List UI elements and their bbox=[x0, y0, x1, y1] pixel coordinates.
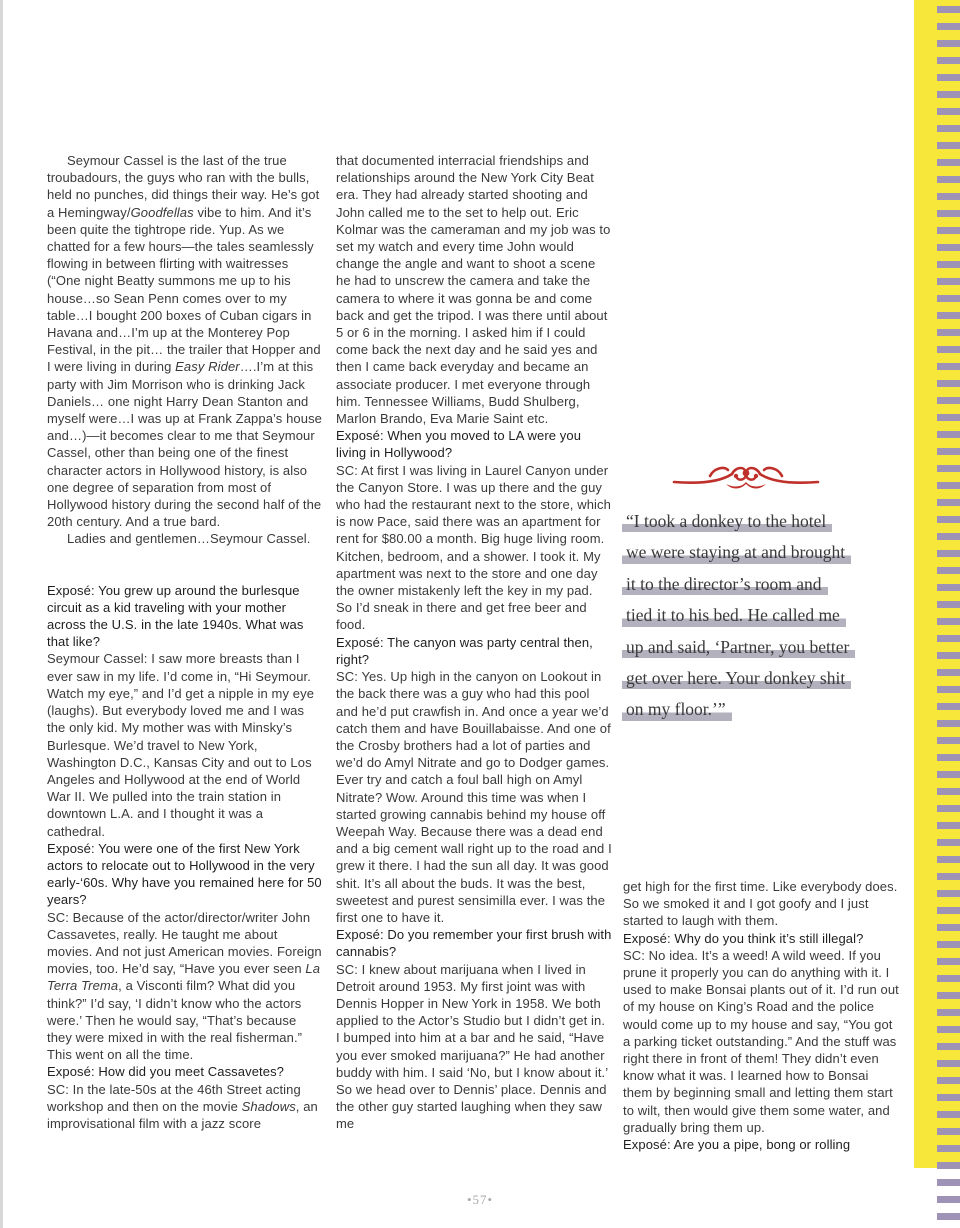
answer-1: Seymour Cassel: I saw more breasts than I ever saw in my life. I’d come in, “Hi Seymour. Watch my eye,” and I’d get a nipple in my eye (laughs). But everybody loved me and I was the only kid. My mother was with Minsky’s Burlesque. We’d travel to New York, Washington D.C., Kansas City and out to Los Angeles and Hollywood at the end of World War II. We pulled into the train station in downtown L.A. and I thought it was a cathedral. bbox=[47, 651, 315, 839]
question-6: Exposé: Do you remember your first brush with cannabis? bbox=[336, 927, 612, 960]
question-7: Exposé: Why do you think it’s still illegal? bbox=[623, 930, 864, 946]
section-gap bbox=[47, 548, 322, 582]
answer-2-text-a: SC: Because of the actor/director/writer John Cassavetes, really. He taught me about movies. And not just American movies. Foreign movies, too. He’d say, “Have you ever seen bbox=[47, 909, 322, 977]
article-column-3 bbox=[623, 878, 899, 1153]
article-column-1 bbox=[47, 152, 322, 1132]
intro-paragraph bbox=[47, 152, 322, 530]
pull-quote-line: get over here. Your donkey shit bbox=[622, 663, 851, 694]
pull-quote-line: up and said, ‘Partner, you better bbox=[622, 632, 855, 663]
answer-5: SC: Yes. Up high in the canyon on Lookout in the back there was a guy who had this pool and he’d put crawfish in. And once a year we’d catch them and have Bouillabaisse. And one of the Crosby brothers had a lot of parties and we’d do Amyl Nitrate and go to Dodger games. Ever try and catch a foul ball high on Amyl Nitrate? Wow. Around this time was when I started growing cannabis behind my house off Weepah Way. Because there was a dead end and a big cement wall right up to the road and I grew it there. I had the sun all day. It was good shit. It’s all about the buds. It was the best, sweetest and purest sensimilla ever. I was the first one to have it. bbox=[336, 669, 612, 925]
question-5: Exposé: The canyon was party central then, right? bbox=[336, 634, 593, 667]
scroll-ornament-icon bbox=[670, 460, 822, 494]
question-2: Exposé: You were one of the first New York actors to relocate out to Hollywood in the very early-‘60s. Why have you remained here for 50 years? bbox=[47, 840, 322, 908]
answer-3-text-a: SC: In the late-50s at the 46th Street acting workshop and then on the movie bbox=[47, 1081, 301, 1114]
question-1: Exposé: You grew up around the burlesque circuit as a kid traveling with your mother across the U.S. in the late 1940s. What was that like? bbox=[47, 582, 304, 650]
answer-3-start bbox=[47, 1081, 322, 1133]
intro-text-a: Seymour Cassel is the last of the true troubadours, the guys who ran with the bulls, held no punches, did things their way. He’s got a Hemingway/ bbox=[47, 153, 320, 220]
intro-signoff: Ladies and gentlemen…Seymour Cassel. bbox=[67, 531, 311, 547]
intro-title-easy-rider: Easy Rider bbox=[175, 359, 240, 375]
answer-6-continued: get high for the first time. Like everybody does. So we smoked it and I got goofy and I just started to laugh with them. bbox=[623, 879, 898, 929]
intro-text-c: ….I’m at this party with Jim Morrison who is drinking Jack Daniels… one night Harry Dean Stanton and myself were…I was up at Frank Zappa’s house and…)—it becomes clear to me that Seymour Cassel, other than being one of the finest character actors in Hollywood history, is also one degree of separation from most of Hollywood history during the second half of the 20th century. And a true bard. bbox=[47, 359, 323, 530]
pull-quote-line: tied it to his bed. He called me bbox=[622, 600, 846, 631]
answer-6: SC: I knew about marijuana when I lived in Detroit around 1953. My first joint was with Dennis Hopper in New York in 1958. We both applied to the Actor’s Studio but I didn’t get in. I bumped into him at a bar and he said, “Have you ever smoked marijuana?” He had another buddy with him. I said ‘No, but I know about it.’ So we head over to Dennis’ place. Dennis and the other guy started laughing when they saw me bbox=[336, 961, 608, 1132]
pull-quote-line: “I took a donkey to the hotel bbox=[622, 506, 832, 537]
answer-4: SC: At first I was living in Laurel Canyon under the Canyon Store. I was up there and the guy who had the restaurant next to the store, which is now Pace, said there was an apartment for rent for $80.00 a month. Big huge living room. Kitchen, bedroom, and a shower. I took it. My apartment was next to the store and one day the owner mistakenly left the key in my pad. So I’d sneak in there and get free beer and food. bbox=[336, 462, 611, 633]
page-number: •57• bbox=[466, 1192, 494, 1207]
pull-quote-line: on my floor.’” bbox=[622, 694, 732, 725]
intro-text-b: vibe to him. And it’s been quite the tightrope ride. Yup. As we chatted for a few hours—the tales seamlessly flowing in between flirting with waitresses (“One night Beatty summons me up to his house…so Sean Penn comes over to my table…I bought 200 boxes of Cuban cigars in Havana and…I’m up at the Monterey Pop Festival, in the pit… the trailer that Hopper and I were living in during bbox=[47, 204, 321, 375]
page-edge bbox=[0, 0, 3, 1228]
intro-title-goodfellas: Goodfellas bbox=[130, 204, 194, 220]
article-column-2 bbox=[336, 152, 612, 1133]
striped-edge-decoration bbox=[937, 6, 960, 1228]
answer-2 bbox=[47, 909, 322, 1064]
question-4: Exposé: When you moved to LA were you living in Hollywood? bbox=[336, 428, 582, 461]
answer-2-text-b: , a Visconti film? What did you think?” I’d say, ‘I didn’t know who the actors were.’ Then he would say, “That’s because they were mixed in with the real fisherman.” This went on all the time. bbox=[47, 978, 303, 1063]
answer-3-text-b: , an improvisational film with a jazz score bbox=[47, 1098, 318, 1131]
pull-quote-line: we were staying at and brought bbox=[622, 537, 851, 568]
answer-3-film-title: Shadows bbox=[241, 1098, 296, 1114]
pull-quote-line: it to the director’s room and bbox=[622, 569, 828, 600]
answer-3-continued: that documented interracial friendships and relationships around the New York City Beat era. They had already started shooting and John called me to the set to help out. Eric Kolmar was the cameraman and my job was to set my watch and every time John would change the angle and want to shoot a scene he had to unscrew the camera and take the camera to where it was gonna be and come back and get the tripod. I was there until about 5 or 6 in the morning. I asked him if I could come back the next day and he said yes and then I came back everyday and became an associate producer. I met everyone through him. Tennessee Williams, Budd Shulberg, Marlon Brando, Eva Marie Saint etc. bbox=[336, 153, 611, 427]
question-8: Exposé: Are you a pipe, bong or rolling bbox=[623, 1137, 851, 1153]
pull-quote bbox=[622, 506, 882, 726]
answer-7: SC: No idea. It’s a weed! A wild weed. If you prune it properly you can do anything with it. I used to make Bonsai plants out of it. I’d run out of my house on King’s Road and the police would come up to my house and say, “You got a parking ticket outstanding.” And the stuff was right there in front of them! They didn’t even know what it was. I learned how to Bonsai them by beginning small and letting them start to wilt, then would give them some water, and gradually bring them up. bbox=[623, 947, 899, 1135]
answer-2-film-title: La Terra Trema bbox=[47, 961, 321, 994]
question-3: Exposé: How did you meet Cassavetes? bbox=[47, 1064, 284, 1080]
